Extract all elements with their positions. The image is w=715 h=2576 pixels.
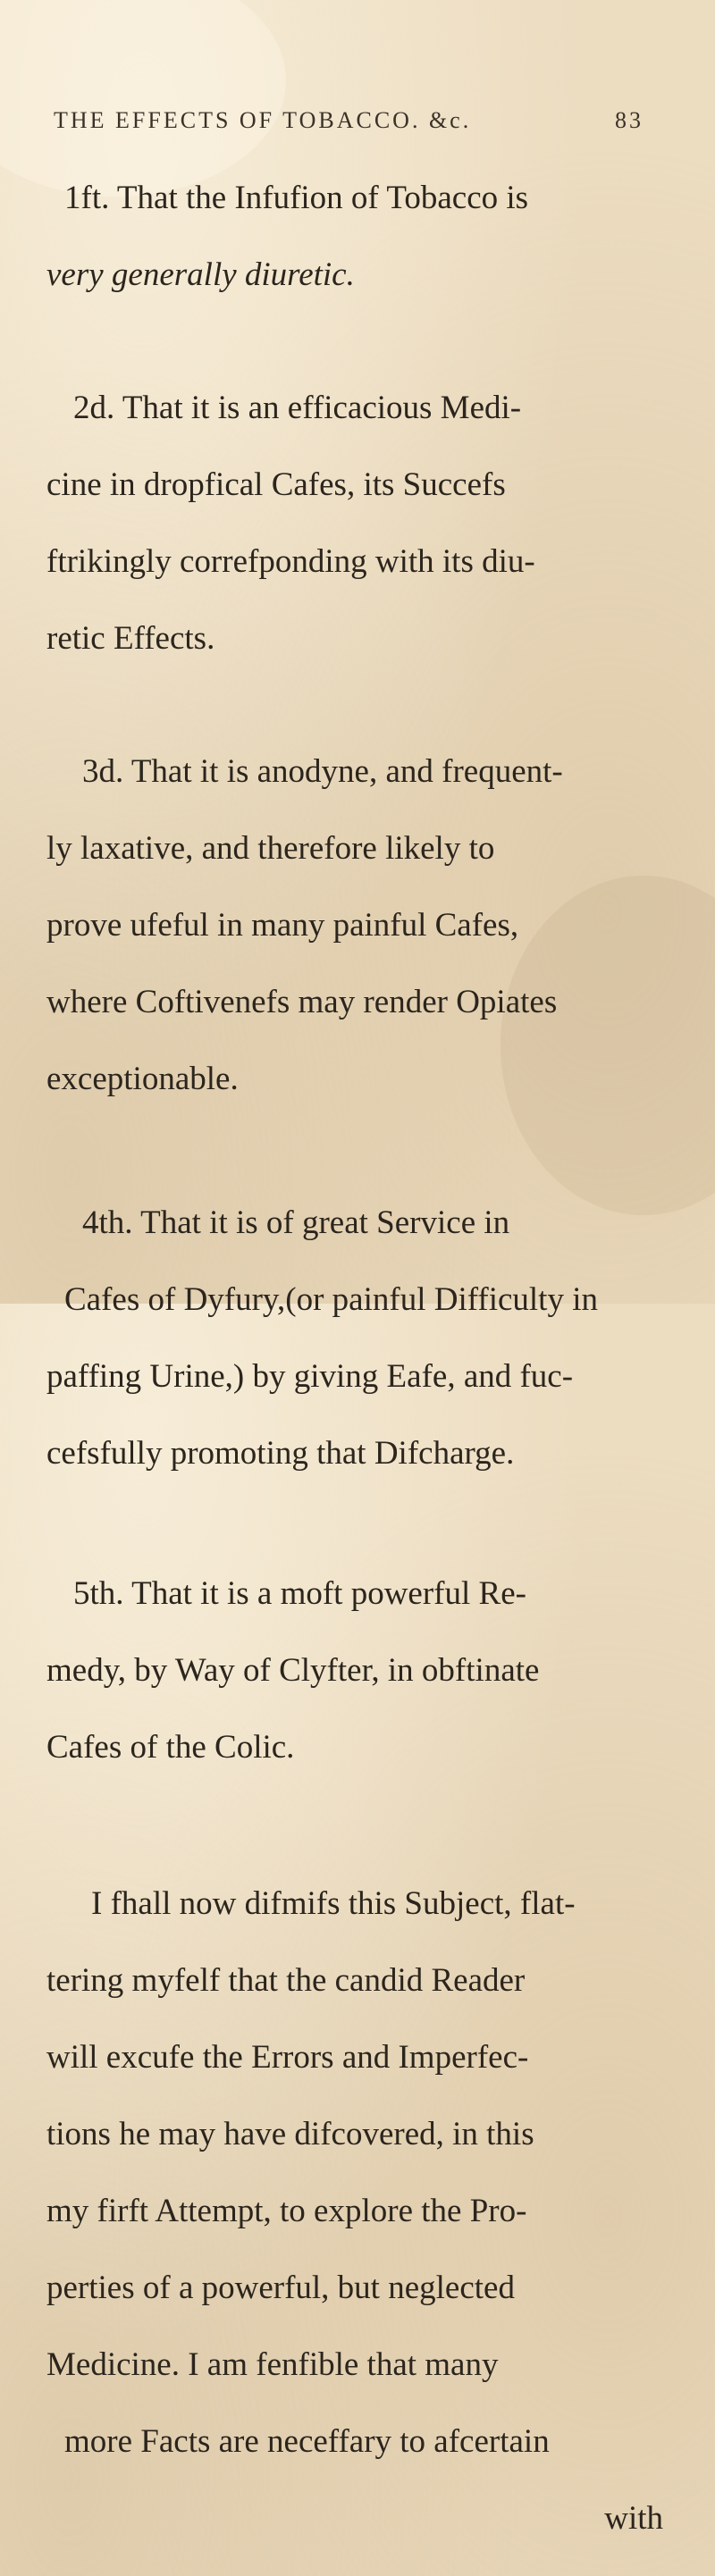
text-line: ftrikingly correfponding with its diu-: [46, 543, 535, 580]
text-line: [46, 256, 690, 294]
text-line: will excufe the Errors and Imperfec-: [46, 2039, 529, 2076]
text-line: I fhall now difmifs this Subject, flat-: [91, 1885, 576, 1922]
text-line: prove ufeful in many painful Cafes,: [46, 907, 519, 944]
page-number: 83: [615, 107, 644, 133]
text-line: my firft Attempt, to explore the Pro-: [46, 2193, 527, 2229]
text-line: medy, by Way of Clyfter, in obftinate: [46, 1652, 540, 1689]
text-line: tions he may have difcovered, in this: [46, 2116, 534, 2152]
text-line: Cafes of Dyfury,(or painful Difficulty in: [64, 1281, 598, 1318]
text-line: cefsfully promoting that Difcharge.: [46, 1435, 515, 1472]
text-line: paffing Urine,) by giving Eafe, and fuc-: [46, 1358, 574, 1395]
body-text: [46, 140, 690, 2576]
paragraph-item-1: [46, 140, 690, 332]
text-line: 5th. That it is a moft powerful Re-: [73, 1575, 526, 1612]
text-line: 2d. That it is an efficacious Medi-: [73, 390, 522, 426]
text-line: exceptionable.: [46, 1061, 239, 1097]
catchword: with: [604, 2500, 663, 2537]
paragraph-closing: [46, 1846, 690, 2576]
text-line: cine in dropfical Cafes, its Succefs: [46, 466, 506, 503]
paragraph-item-5: [46, 1536, 690, 1805]
paragraph-item-4: [46, 1165, 690, 1511]
text-line: ly laxative, and therefore likely to: [46, 830, 495, 867]
text-line: tering myfelf that the candid Reader: [46, 1962, 526, 1999]
running-head-title: THE EFFECTS OF TOBACCO. &c.: [54, 107, 472, 133]
text-line: retic Effects.: [46, 620, 215, 657]
text-line: perties of a powerful, but neglected: [46, 2270, 515, 2306]
text-line: Medicine. I am fenfible that many: [46, 2346, 499, 2383]
text-line: where Coftivenefs may render Opiates: [46, 984, 558, 1020]
text-line: 3d. That it is anodyne, and frequent-: [82, 753, 563, 790]
paragraph-item-3: [46, 714, 690, 1137]
text-line: 4th. That it is of great Service in: [82, 1204, 510, 1241]
text-line-italic: very generally diuretic.: [46, 256, 355, 293]
text-line: more Facts are neceffary to afcertain: [64, 2423, 550, 2460]
paragraph-item-2: [46, 350, 690, 696]
running-head: [54, 107, 679, 134]
text-line: Cafes of the Colic.: [46, 1729, 295, 1766]
text-line: 1ft. That the Infufion of Tobacco is: [64, 180, 529, 216]
